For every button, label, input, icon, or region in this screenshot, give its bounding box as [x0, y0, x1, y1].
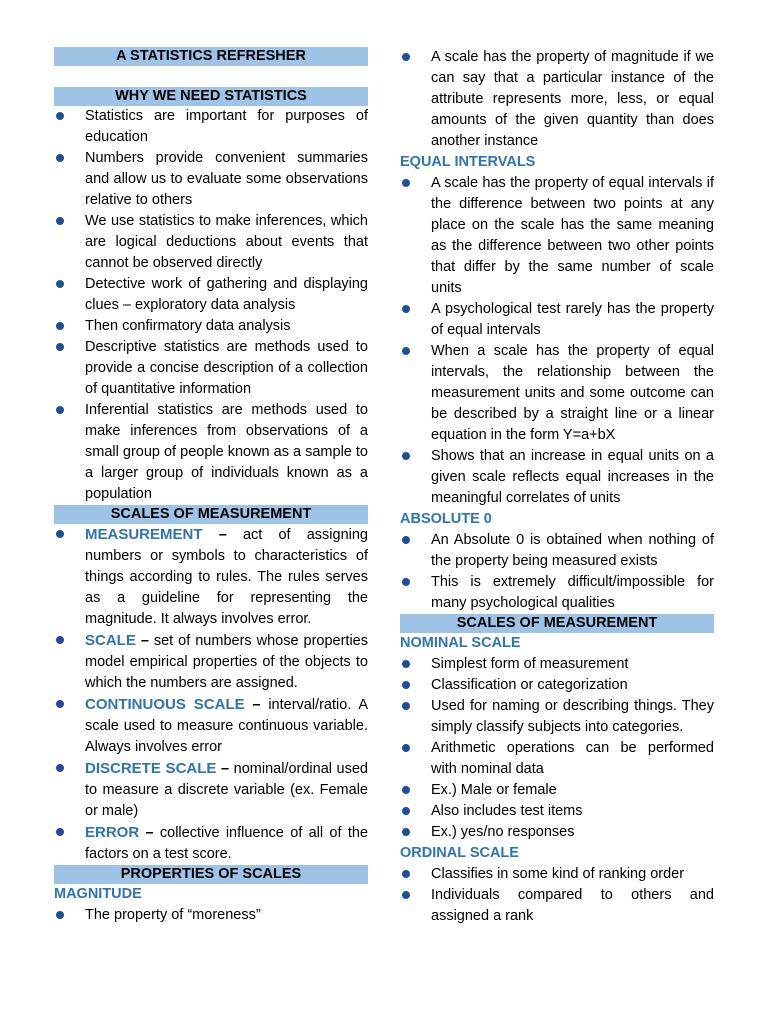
- list-item: Classifies in some kind of ranking order: [400, 864, 714, 885]
- definition-term: MEASUREMENT: [85, 526, 203, 543]
- list-item: Also includes test items: [400, 801, 714, 822]
- nominal-scale-heading: NOMINAL SCALE: [400, 635, 521, 651]
- list-item: Inferential statistics are methods used to make inferences from observations of a small group of people known as a sample to a larger group of individuals known as a population: [54, 400, 368, 505]
- document-title: A STATISTICS REFRESHER: [54, 47, 368, 66]
- left-column: [54, 47, 368, 926]
- definition-term: ERROR: [85, 824, 140, 841]
- definition-text: nominal/ordinal used to measure a discrete variable (ex. Female or male): [85, 761, 368, 819]
- list-item: Shows that an increase in equal units on a given scale reflects equal increases in the meaningful correlates of units: [400, 446, 714, 509]
- definition-text: set of numbers whose properties model empirical properties of the objects to which the numbers are assigned.: [85, 633, 368, 691]
- equal-intervals-list: [400, 173, 714, 509]
- definition-item: MEASUREMENT – act of assigning numbers or symbols to characteristics of things according to rules. The rules serves as a guideline for representing the magnitude. It always involves error.: [54, 524, 368, 630]
- list-item: A scale has the property of equal intervals if the difference between two points at any place on the scale has the same meaning as the difference between two other points that differ by the same number of scale units: [400, 173, 714, 299]
- list-item: Arithmetic operations can be performed with nominal data: [400, 738, 714, 780]
- definition-text: interval/ratio. A scale used to measure continuous variable. Always involves error: [85, 697, 368, 755]
- list-item: Classification or categorization: [400, 675, 714, 696]
- definition-term: SCALE: [85, 632, 136, 649]
- ordinal-scale-list: [400, 864, 714, 927]
- list-item: Used for naming or describing things. They simply classify subjects into categories.: [400, 696, 714, 738]
- list-item: Descriptive statistics are methods used to provide a concise description of a collection of quantitative information: [54, 337, 368, 400]
- why-statistics-heading: WHY WE NEED STATISTICS: [54, 87, 368, 106]
- list-item: Ex.) Male or female: [400, 780, 714, 801]
- magnitude-heading: MAGNITUDE: [54, 886, 142, 902]
- nominal-scale-list: [400, 654, 714, 843]
- equal-intervals-heading: EQUAL INTERVALS: [400, 154, 536, 170]
- definition-term: DISCRETE SCALE: [85, 760, 217, 777]
- list-item: An Absolute 0 is obtained when nothing of the property being measured exists: [400, 530, 714, 572]
- definition-item: ERROR – collective influence of all of the factors on a test score.: [54, 822, 368, 865]
- definition-item: DISCRETE SCALE – nominal/ordinal used to measure a discrete variable (ex. Female or male): [54, 758, 368, 822]
- definition-item: CONTINUOUS SCALE – interval/ratio. A scale used to measure continuous variable. Always involves error: [54, 694, 368, 758]
- scales-of-measurement-heading: SCALES OF MEASUREMENT: [54, 505, 368, 524]
- absolute-zero-heading: ABSOLUTE 0: [400, 511, 492, 527]
- list-item: Simplest form of measurement: [400, 654, 714, 675]
- properties-of-scales-heading: PROPERTIES OF SCALES: [54, 865, 368, 884]
- definition-text: act of assigning numbers or symbols to characteristics of things according to rules. The rules serves as a guideline for representing the magnitude. It always involves error.: [85, 527, 368, 627]
- magnitude-continued-list: [400, 47, 714, 152]
- definition-item: SCALE – set of numbers whose properties model empirical properties of the objects to which the numbers are assigned.: [54, 630, 368, 694]
- list-item: Individuals compared to others and assigned a rank: [400, 885, 714, 927]
- list-item: Detective work of gathering and displaying clues – exploratory data analysis: [54, 274, 368, 316]
- list-item: Numbers provide convenient summaries and allow us to evaluate some observations relative to others: [54, 148, 368, 211]
- list-item: Then confirmatory data analysis: [54, 316, 368, 337]
- ordinal-scale-heading: ORDINAL SCALE: [400, 845, 519, 861]
- list-item: The property of “moreness”: [54, 905, 368, 926]
- list-item: Statistics are important for purposes of education: [54, 106, 368, 148]
- list-item: When a scale has the property of equal intervals, the relationship between the measurement units and some outcome can be described by a straight line or a linear equation in the form Y=a+bX: [400, 341, 714, 446]
- list-item: This is extremely difficult/impossible for many psychological qualities: [400, 572, 714, 614]
- list-item: Ex.) yes/no responses: [400, 822, 714, 843]
- list-item: A psychological test rarely has the property of equal intervals: [400, 299, 714, 341]
- definition-text: collective influence of all of the factors on a test score.: [85, 825, 368, 862]
- absolute-zero-list: [400, 530, 714, 614]
- definition-term: CONTINUOUS SCALE: [85, 696, 245, 713]
- list-item: A scale has the property of magnitude if we can say that a particular instance of the attribute represents more, less, or equal amounts of the given quantity than does another instance: [400, 47, 714, 152]
- why-statistics-list: [54, 106, 368, 505]
- list-item: We use statistics to make inferences, which are logical deductions about events that cannot be observed directly: [54, 211, 368, 274]
- right-column: [400, 47, 714, 927]
- definitions-list: [54, 524, 368, 865]
- scales-of-measurement-heading-2: SCALES OF MEASUREMENT: [400, 614, 714, 633]
- magnitude-list: [54, 905, 368, 926]
